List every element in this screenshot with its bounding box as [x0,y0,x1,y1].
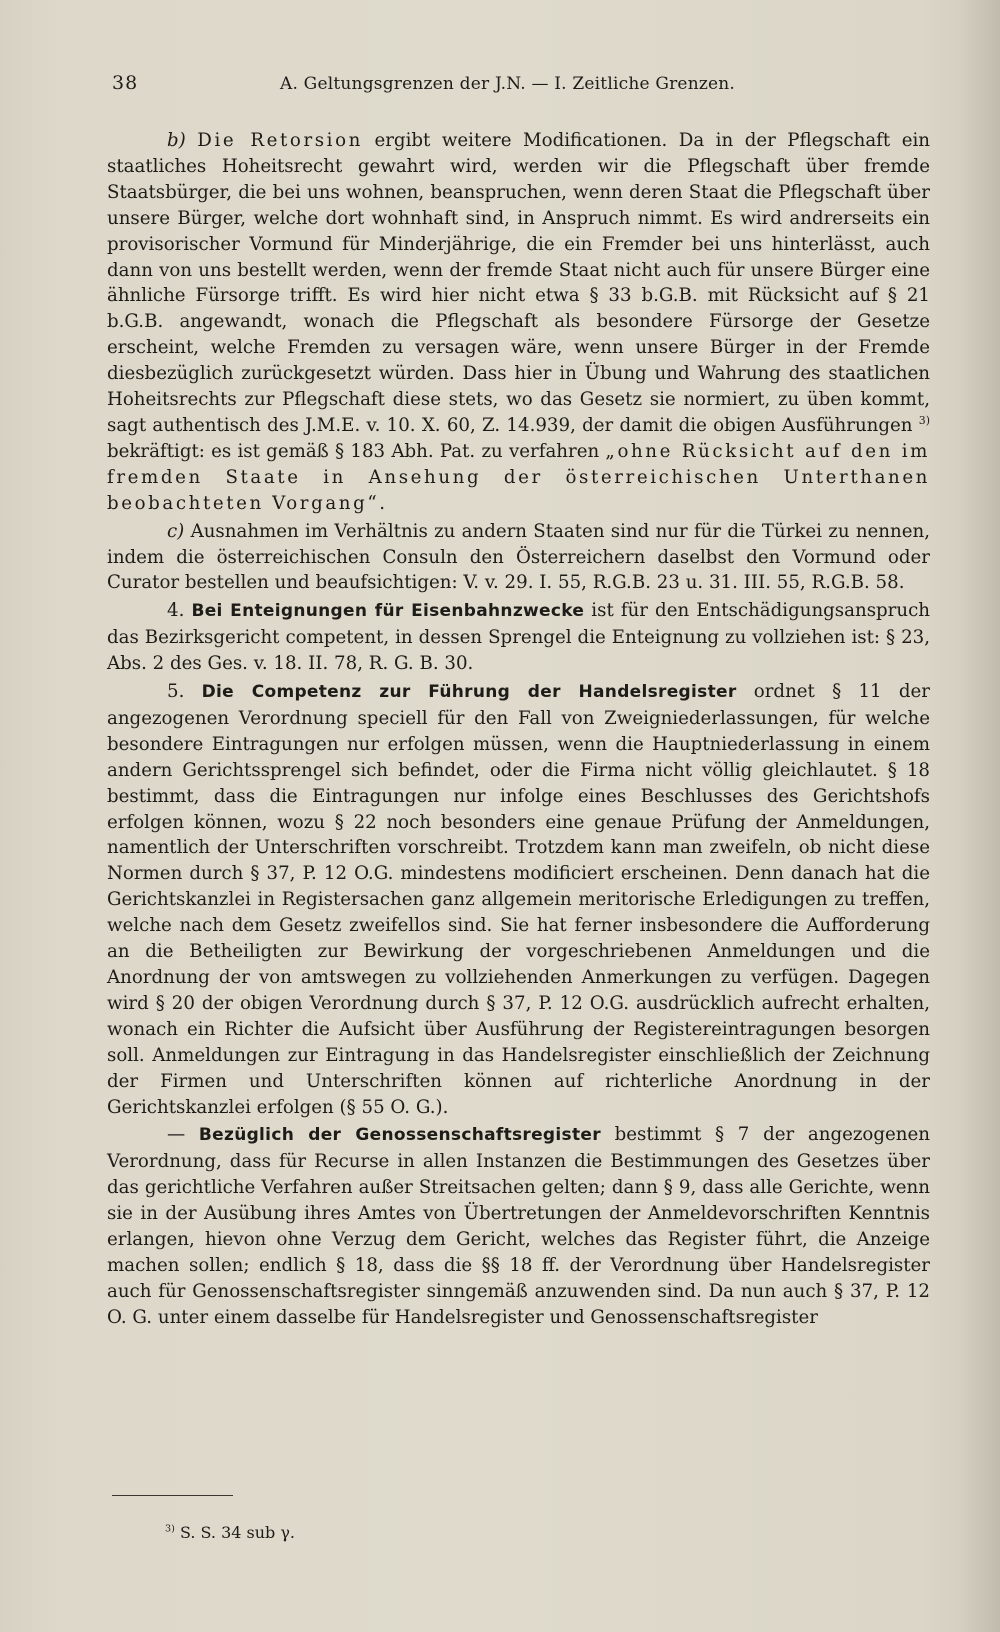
paragraph-marker: b) [167,130,186,151]
paragraph-text: ist für den Entschädigungsanspruch das Bezirksgericht competent, in dessen Sprengel die Enteignung zu vollziehen ist: § 23, Abs. 2 des Ges. v. 18. II. 78, R. G. B. 30. [107,600,930,675]
paragraph-handelsregister [107,679,930,1120]
paragraph-marker: c) [167,520,185,542]
paragraph-genossenschaftsregister [107,1122,930,1330]
page-number: 38 [112,72,139,94]
section-heading: Bei Enteignungen für Eisenbahnzwecke [191,601,585,622]
section-heading: Bezüglich der Genossenschaftsregister [198,1125,601,1146]
em-dash: — [167,1124,186,1146]
page-header [112,72,932,102]
footnote [165,1523,295,1542]
section-number: 4. [167,600,185,622]
paragraph-retorsion [107,128,930,517]
paragraph-text: Ausnahmen im Verhältnis zu andern Staaten sind nur für die Türkei zu nennen, indem die österreichischen Consuln den Österreichern daselbst den Vormund oder Curator bestellen und beaufsichtigen: V. v. 29. I. 55, R.G.B. 23 u. 31. III. 55, R.G.B. 58. [107,520,930,594]
paragraph-text: bestimmt § 7 der angezogenen Verordnung, dass für Recurse in allen Instanzen die Bestimmungen des Gesetzes über das gerichtliche Verfahren außer Streitsachen gelten; dann § 9, dass alle Gerichte, wenn sie in der Ausübung ihres Amtes von Übertretungen der Anmeldevorschriften Kenntnis erlangen, hievon ohne Verzug dem Gericht, welches das Register führt, die Anzeige machen sollen; endlich § 18, dass die §§ 18 ff. der Verordnung über Handelsregister auch für Genossenschaftsregister sinngemäß anzuwenden sind. Da nun auch § 37, P. 12 O. G. unter einem dasselbe für Handelsregister und Genossenschaftsregister [107,1124,930,1328]
running-title: A. Geltungsgrenzen der J.N. — I. Zeitliche Grenzen. [280,74,736,94]
paragraph-text: bekräftigt: es ist gemäß § 183 Abh. Pat. zu verfahren [107,440,600,462]
footnote-divider [112,1495,233,1496]
emphasis-retorsion: Die Retorsion [197,130,363,151]
paragraph-text: ordnet § 11 der angezogenen Verordnung speciell für den Fall von Zweigniederlassungen, für welche besondere Eintragungen nur erfolgen müssen, wenn die Hauptniederlassung in einem andern Gerichtssprengel sich befindet, oder die Firma nicht völlig gleichlautet. § 18 bestimmt, dass die Eintragungen nur infolge eines Beschlusses des Gerichtshofs erfolgen können, wozu § 22 noch besonders eine genaue Prüfung der Anmeldungen, namentlich der Unterschriften vorschreibt. Trotzdem kann man zweifeln, ob nicht diese Normen durch § 37, P. 12 O.G. mindestens modificiert erscheinen. Denn danach hat die Gerichtskanzlei in Registersachen ganz allgemein meritorische Erledigungen zu treffen, welche nach dem Gesetz zweifellos sind. Sie hat ferner insbesondere die Aufforderung an die Betheiligten zur Bewirkung der vorgeschriebenen Anmeldungen und die Anordnung der von amtswegen zu vollziehenden Anmerkungen zu verfügen. Dagegen wird § 20 der obigen Verordnung durch § 37, P. 12 O.G. ausdrücklich aufrecht erhalten, wonach ein Richter die Aufsicht über Ausführung der Registereintragungen besorgen soll. Anmeldungen zur Eintragung in das Handelsregister einschließlich der Zeichnung der Firmen und Unterschriften können auf richterliche Anordnung in der Gerichtskanzlei erfolgen (§ 55 O. G.). [107,681,930,1118]
footnote-reference: 3) [918,413,930,427]
paragraph-enteignungen [107,598,930,677]
paragraph-exceptions [107,519,930,597]
page-edge-shadow [958,0,1000,1632]
section-heading: Die Competenz zur Führung der Handelsregister [201,682,737,703]
section-number: 5. [167,681,185,703]
emphasis-quote: „ohne Rücksicht auf den im fremden Staate in Ansehung der österreichischen Unterthanen beobachteten Vorgang“. [107,440,930,514]
body-text [107,128,930,1331]
footnote-marker: 3) [165,1523,175,1535]
footnote-text: S. S. 34 sub γ. [179,1523,296,1542]
paragraph-text: ergibt weitere Modificationen. Da in der Pflegschaft ein staatliches Hoheitsrecht gewahrt wird, werden wir die Pflegschaft über fremde Staatsbürger, die bei uns wohnen, beanspruchen, wenn deren Staat die Pflegschaft über unsere Bürger, welche dort wohnhaft sind, in Anspruch nimmt. Es wird andrerseits ein provisorischer Vormund für Minderjährige, die ein Fremder bei uns hinterlässt, auch dann von uns bestellt werden, wenn der fremde Staat nicht auch für unsere Bürger eine ähnliche Fürsorge trifft. Es wird hier nicht etwa § 33 b.G.B. mit Rücksicht auf § 21 b.G.B. angewandt, wonach die Pflegschaft als besondere Fürsorge der Gesetze erscheint, welche Fremden zu versagen wäre, wenn unsere Bürger in der Fremde diesbezüglich zurückgesetzt würden. Dass hier in Übung und Wahrung des staatlichen Hoheitsrechts zur Pflegschaft diese stets, wo das Gesetz sie normiert, zu üben kommt, sagt authentisch des J.M.E. v. 10. X. 60, Z. 14.939, der damit die obigen Ausführungen [107,130,930,436]
